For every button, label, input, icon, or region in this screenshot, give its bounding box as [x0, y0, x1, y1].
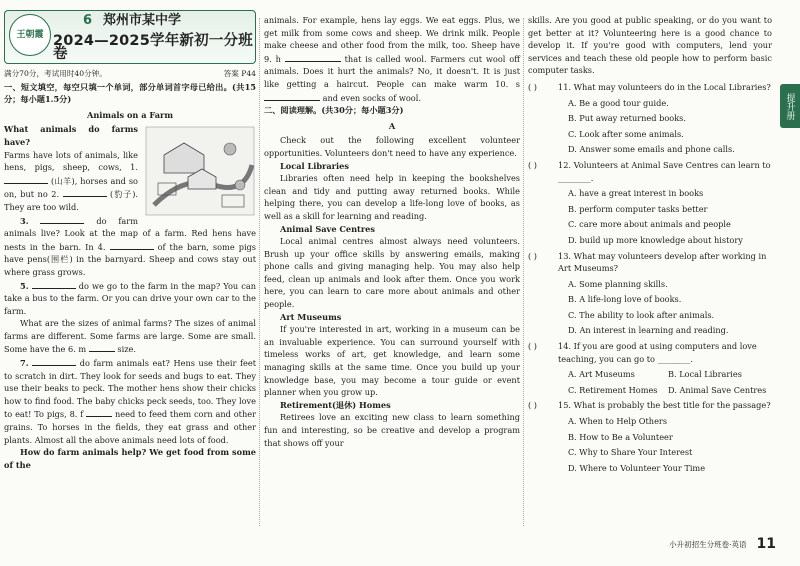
section-title-art-museums: Art Museums	[280, 311, 342, 322]
text: animals. For example, hens lay eggs. We eat eggs. Plus, we get milk from some cows and sheep. We drink milk. People make cheese and other food from the milk, too. Sheep have 9. h	[264, 15, 520, 64]
text: What are the sizes of animal farms? The sizes of animal farms are different. Some farms are large. Some are small. Some have the 6. m	[4, 318, 256, 355]
column-middle	[264, 14, 520, 449]
blank-7[interactable]	[32, 356, 76, 366]
option-row	[528, 368, 772, 381]
question-0	[528, 81, 772, 94]
exam-header	[4, 10, 256, 64]
question-4	[528, 399, 772, 412]
question-number: 15.	[558, 400, 572, 411]
book-name: 小升初招生分班卷·英语	[669, 539, 747, 549]
text: and even socks of wool.	[322, 92, 421, 103]
section-libraries: Libraries often need help in keeping the bookshelves clean and tidy and putting away returned books. While helping there, you can develop a life-long love of books, as well as a skill for learning and reading.	[264, 173, 520, 221]
option[interactable]: C. Why to Share Your Interest	[568, 447, 693, 458]
blank-6[interactable]	[89, 342, 115, 352]
option[interactable]: B. Local Libraries	[668, 369, 742, 380]
para-3	[4, 214, 256, 279]
exam-number: 6	[83, 13, 93, 28]
text: 7.	[20, 358, 29, 369]
section-title-animal-centres: Animal Save Centres	[280, 223, 375, 234]
page-footer	[669, 536, 776, 552]
option[interactable]: D. build up more knowledge about history	[568, 234, 743, 245]
option[interactable]: B. Put away returned books.	[568, 113, 686, 124]
answer-bracket[interactable]: ( )	[528, 400, 537, 411]
exam-meta	[4, 68, 256, 81]
question-text	[558, 340, 772, 365]
blank-9[interactable]	[285, 52, 341, 62]
question-number: 13.	[558, 250, 572, 261]
option-row	[528, 384, 772, 397]
question-1	[528, 159, 772, 184]
blank-8[interactable]	[86, 407, 112, 417]
option[interactable]: D. Answer some emails and phone calls.	[568, 144, 735, 155]
para-cont: skills. Are you good at public speaking, or do you want to get better at it? Volunteering here is a good chance to develop it. If you're good with computers, lend your services and teach these old people how to perform basic computer tasks.	[528, 15, 772, 76]
option[interactable]: A. Art Museums	[568, 369, 635, 380]
school-name: 郑州市某中学	[103, 13, 182, 28]
option[interactable]: B. How to Be a Volunteer	[568, 431, 673, 442]
text: of the barn, some pigs have pens(围栏) in the barnyard. Sheep and cows stay out where grass grows.	[4, 241, 257, 277]
para-4	[4, 279, 256, 318]
option[interactable]: A. Be a good tour guide.	[568, 97, 669, 108]
question-list	[528, 81, 772, 474]
option[interactable]: C. care more about animals and people	[568, 219, 731, 230]
para-7: How do farm animals help? We get food from some of the	[4, 447, 256, 470]
para-cont	[264, 14, 520, 104]
question-stem: If you are good at using computers and love teaching, you can go to ________.	[558, 341, 757, 364]
question-3	[528, 340, 772, 365]
text: that is called wool. Farmers cut wool off animals. Does it hurt the animals? No, it doesn't. It is just like getting a haircut. People can make warm 10. s	[264, 53, 520, 89]
answer-bracket[interactable]: ( )	[528, 159, 537, 170]
farm-question-1: What animals do farms have?	[4, 124, 138, 147]
passage-letter: A	[388, 120, 396, 131]
option[interactable]: A. Some planning skills.	[568, 278, 668, 289]
intro: Check out the following excellent volunteer opportunities. Volunteers don't need to have any experience.	[264, 135, 520, 158]
side-tab: 提升册	[780, 84, 800, 128]
option[interactable]: D. An interest in learning and reading.	[568, 325, 729, 336]
question-stem: What is probably the best title for the passage?	[573, 400, 771, 411]
question-number: 12.	[558, 159, 572, 170]
blank-2[interactable]	[63, 187, 107, 197]
section-animal-centres: Local animal centres almost always need volunteers. Brush up your office skills by answering emails, making phone calls and giving managing help. You may also help feed, clean up animals and look after them. Once you work here, you can learn to care more about animals and other people.	[264, 236, 520, 310]
question-text	[558, 81, 772, 94]
text: do we go to the farm in the map? You can take a bus to the farm. Or you can drive your own car to the farm.	[4, 280, 257, 316]
option[interactable]: B. A life-long love of books.	[568, 294, 682, 305]
brand-badge-text: 王朝霞	[16, 29, 44, 40]
section-title-libraries: Local Libraries	[280, 160, 349, 171]
text: Farms have lots of animals, like hens, pigs, sheep, cows, 1.	[4, 149, 138, 173]
option[interactable]: C. Look after some animals.	[568, 128, 684, 139]
column-right	[528, 14, 772, 477]
question-text	[558, 250, 772, 275]
section-art-museums: If you're interested in art, working in a museum can be an invaluable experience. You can surround yourself with timeless works of art, get knowledge, and learn some managing skills at the same time. Once you build up your knowledge base, you may become a tour guide or event planner when you grow up.	[264, 324, 520, 398]
question-number: 14.	[558, 341, 572, 352]
option[interactable]: B. perform computer tasks better	[568, 203, 708, 214]
text: need to feed them corn and other grains. To horses in the fields, they eat grass and other plants. Almost all the above animals need lots of food.	[4, 409, 257, 445]
answer-reference: 答案 P44	[223, 69, 256, 78]
text: (山羊), horses and so on, but no 2.	[4, 175, 138, 200]
option[interactable]: A. When to Help Others	[568, 416, 668, 427]
answer-bracket[interactable]: ( )	[528, 250, 537, 261]
para-5	[4, 317, 256, 356]
farm-map-illustration	[144, 125, 256, 217]
question-stem: What may volunteers develop after working in Art Museums?	[558, 250, 767, 274]
para-6	[4, 356, 256, 446]
answer-bracket[interactable]: ( )	[528, 341, 537, 352]
blank-5[interactable]	[32, 279, 76, 289]
section-title-retirement: Retirement(退休) Homes	[280, 399, 391, 410]
question-text	[558, 399, 772, 412]
option[interactable]: A. have a great interest in books	[568, 188, 704, 199]
exam-title: 2024—2025学年新初一分班卷	[53, 33, 253, 62]
question-text	[558, 159, 772, 184]
answer-bracket[interactable]: ( )	[528, 81, 537, 92]
question-number: 11.	[558, 81, 572, 92]
question-stem: Volunteers at Animal Save Centres can learn to ________.	[558, 159, 771, 183]
blank-3[interactable]	[40, 214, 84, 224]
section-retirement: Retirees love an exciting new class to learn something fun and interesting, so be creative and develop a program that shows off your	[264, 412, 520, 448]
brand-badge	[9, 14, 51, 56]
option[interactable]: C. The ability to look after animals.	[568, 309, 715, 320]
score-time: 满分70分，考试用时40分钟。	[4, 69, 107, 78]
option[interactable]: D. Where to Volunteer Your Time	[568, 462, 706, 473]
section2-heading: 二、阅读理解。(共30分；每小题3分)	[264, 105, 404, 116]
page-number: 11	[756, 536, 776, 552]
blank-1[interactable]	[4, 174, 48, 184]
blank-4[interactable]	[110, 240, 154, 250]
option[interactable]: C. Retirement Homes	[568, 384, 658, 395]
option[interactable]: D. Animal Save Centres	[668, 384, 767, 395]
section1-heading: 一、短文填空，每空只填一个单词，部分单词首字母已给出。(共15分；每小题1.5分)	[4, 81, 256, 105]
passage-title: Animals on a Farm	[86, 109, 174, 120]
column-divider	[523, 18, 524, 526]
text: do farm animals live? Look at the map of a farm. Red hens have nests in the barn. In 4.	[4, 215, 256, 252]
text: (豹子). They are too wild.	[4, 189, 138, 212]
text: 5.	[20, 280, 29, 291]
blank-10[interactable]	[264, 91, 320, 101]
column-left	[4, 10, 256, 471]
column-divider	[259, 18, 260, 526]
text: size.	[117, 344, 136, 355]
question-stem: What may volunteers do in the Local Libraries?	[573, 81, 771, 92]
text: do farm animals eat? Hens use their feet to scratch in dirt. They look for seeds and bugs to eat. They use their beaks to peck. The mother hens show their chicks how to find food. The baby chicks peck seeds, too. They love to eat! To pigs, 8. f	[4, 358, 256, 420]
text: 3.	[20, 215, 29, 226]
question-2	[528, 250, 772, 275]
